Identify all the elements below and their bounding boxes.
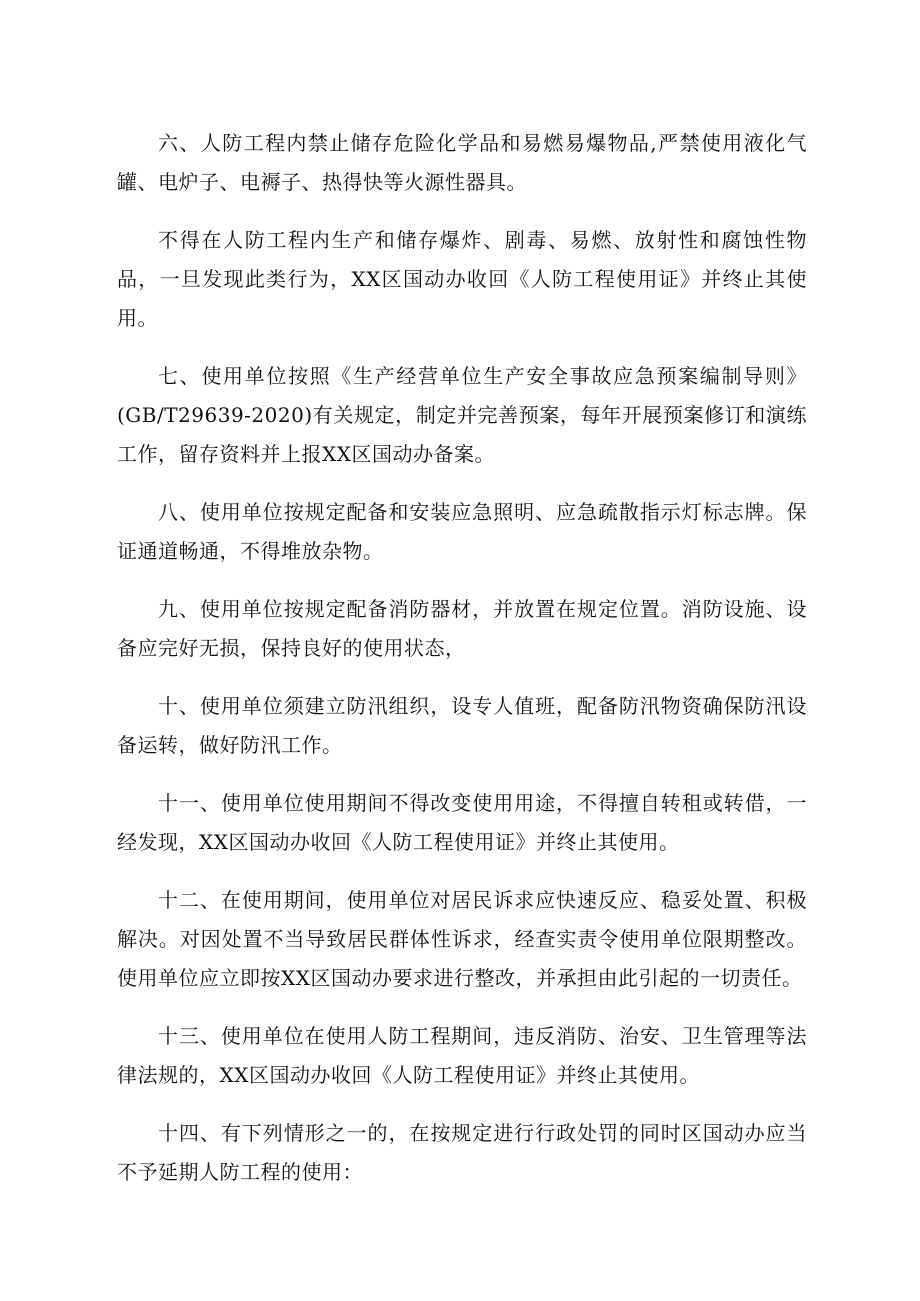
paragraph-item-9: 九、使用单位按规定配备消防器材，并放置在规定位置。消防设施、设备应完好无损，保持良好的使用状态， bbox=[117, 597, 807, 660]
paragraph-item-12: 十二、在使用期间，使用单位对居民诉求应快速反应、稳妥处置、积极解决。对因处置不当导致居民群体性诉求，经查实责令使用单位限期整改。使用单位应立即按XX区国动办要求进行整改，并承担由此引起的一切责任。 bbox=[117, 888, 807, 990]
paragraph-item-10: 十、使用单位须建立防汛组织，设专人值班，配备防汛物资确保防汛设备运转，做好防汛工作。 bbox=[117, 694, 807, 757]
document-body bbox=[117, 124, 807, 1211]
paragraph-item-6-continued: 不得在人防工程内生产和储存爆炸、剧毒、易燃、放射性和腐蚀性物品，一旦发现此类行为，XX区国动办收回《人防工程使用证》并终止其使用。 bbox=[117, 228, 807, 330]
paragraph-item-6: 六、人防工程内禁止储存危险化学品和易燃易爆物品,严禁使用液化气罐、电炉子、电褥子、热得快等火源性器具。 bbox=[117, 131, 807, 194]
paragraph-item-8: 八、使用单位按规定配备和安装应急照明、应急疏散指示灯标志牌。保证通道畅通，不得堆放杂物。 bbox=[117, 500, 807, 563]
paragraph-item-13: 十三、使用单位在使用人防工程期间，违反消防、治安、卫生管理等法律法规的，XX区国动办收回《人防工程使用证》并终止其使用。 bbox=[117, 1024, 807, 1087]
paragraph-item-11: 十一、使用单位使用期间不得改变使用用途，不得擅自转租或转借，一经发现，XX区国动办收回《人防工程使用证》并终止其使用。 bbox=[117, 791, 807, 854]
paragraph-item-7: 七、使用单位按照《生产经营单位生产安全事故应急预案编制导则》(GB/T29639-2020)有关规定，制定并完善预案，每年开展预案修订和演练工作，留存资料并上报XX区国动办备案。 bbox=[117, 364, 807, 466]
paragraph-item-14: 十四、有下列情形之一的，在按规定进行行政处罚的同时区国动办应当不予延期人防工程的使用： bbox=[117, 1121, 807, 1184]
